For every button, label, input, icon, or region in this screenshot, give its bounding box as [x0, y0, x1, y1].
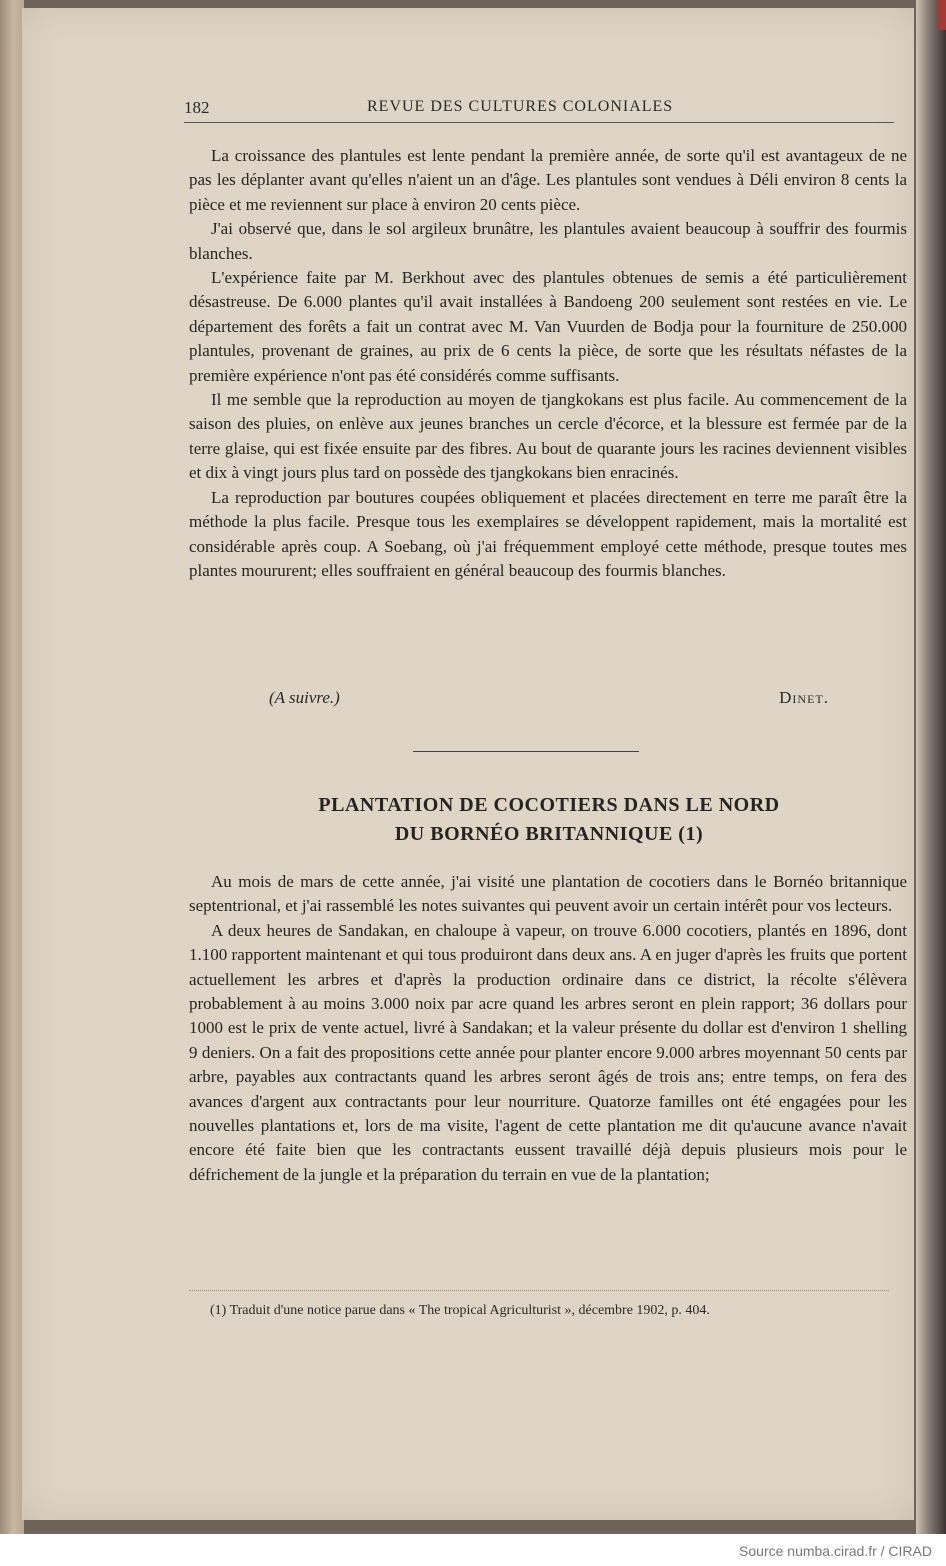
article-title: [189, 791, 909, 849]
paragraph: L'expérience faite par M. Berkhout avec des plantules obtenues de semis a été particulièrement désastreuse. De 6.000 plantes qu'il avait installées à Bandoeng 200 seulement sont restées en vie. Le département des forêts a fait un contrat avec M. Van Vuurden de Bodja pour la fourniture de 250.000 plantules, provenant de graines, au prix de 6 cents la pièce, de sorte que les résultats néfastes de la première expérience n'ont pas été considérés comme suffisants.: [189, 268, 907, 385]
paragraph: Au mois de mars de cette année, j'ai visité une plantation de cocotiers dans le Bornéo britannique septentrional, et j'ai rassemblé les notes suivantes qui peuvent avoir un certain intérêt pour vos lecteurs.: [189, 872, 907, 916]
paragraph: La croissance des plantules est lente pendant la première année, de sorte qu'il est avantageux de ne pas les déplanter avant qu'elles n'aient un an d'âge. Les plantules sont vendues à Déli environ 8 cents la pièce et me reviennent sur place à environ 20 cents pièce.: [189, 146, 907, 214]
title-line: PLANTATION DE COCOTIERS DANS LE NORD: [318, 794, 780, 816]
running-title: REVUE DES CULTURES COLONIALES: [367, 98, 674, 115]
page-number: 182: [184, 98, 210, 117]
source-credit: Source numba.cirad.fr / CIRAD: [739, 1543, 932, 1559]
article-body: [189, 870, 907, 1187]
bookmark-ribbon: [938, 0, 946, 30]
signature-row: [189, 688, 829, 712]
title-line: DU BORNÉO BRITANNIQUE (1): [394, 823, 704, 845]
book-edge: [916, 0, 946, 1534]
footnote: (1) Traduit d'une notice parue dans « The tropical Agriculturist », décembre 1902, p. 404.: [210, 1303, 710, 1318]
paragraph: Il me semble que la reproduction au moyen de tjangkokans est plus facile. Au commencement de la saison des pluies, on enlève aux jeunes branches un cercle d'écorce, et la blessure est fermée par de la terre glaise, qui est fixée ensuite par des fibres. Au bout de quarante jours les racines deviennent visibles et dix à vingt jours plus tard on possède des tjangkokans bien enracinés.: [189, 390, 907, 483]
paragraph: J'ai observé que, dans le sol argileux brunâtre, les plantules avaient beaucoup à souffrir des fourmis blanches.: [189, 219, 907, 263]
section1-body: [189, 144, 907, 583]
section-divider: [413, 751, 639, 752]
paragraph: La reproduction par boutures coupées obliquement et placées directement en terre me paraît être la méthode la plus facile. Presque tous les exemplaires se développent rapidement, mais la mortalité est considérable après coup. A Soebang, où j'ai fréquemment employé cette méthode, presque toutes mes plantes moururent; elles souffraient en général beaucoup des fourmis blanches.: [189, 487, 907, 580]
paragraph: A deux heures de Sandakan, en chaloupe à vapeur, on trouve 6.000 cocotiers, plantés en 1896, dont 1.100 rapportent maintenant et qui tous produiront dans deux ans. A en juger d'après les fruits que portent actuellement les arbres et d'après la production ordinaire dans ce district, la récolte s'élèvera probablement à au moins 3.000 noix par acre quand les arbres seront en plein rapport; 36 dollars pour 1000 est le prix de vente actuel, livré à Sandakan; et la valeur présente du dollar est d'environ 1 shelling 9 deniers. On a fait des propositions cette année pour planter encore 9.000 arbres moyennant 50 cents par arbre, payables aux contractants quand les arbres seront âgés de trois ans; entre temps, on fera des avances d'argent aux contractants pour leur nourriture. Quatorze familles ont été engagées pour les nouvelles plantations et, lors de ma visite, l'agent de cette plantation me dit qu'aucune avance n'avait encore été faite bien que les contractants eussent travaillé déjà depuis plusieurs mois pour le défrichement de la jungle et la préparation du terrain en vue de la plantation;: [189, 920, 907, 1184]
running-header: [184, 92, 894, 123]
book-spine: [0, 0, 24, 1534]
footnote-separator: [189, 1290, 889, 1291]
to-follow-note: (A suivre.): [269, 688, 340, 707]
author-signature: Dinet.: [779, 688, 829, 707]
